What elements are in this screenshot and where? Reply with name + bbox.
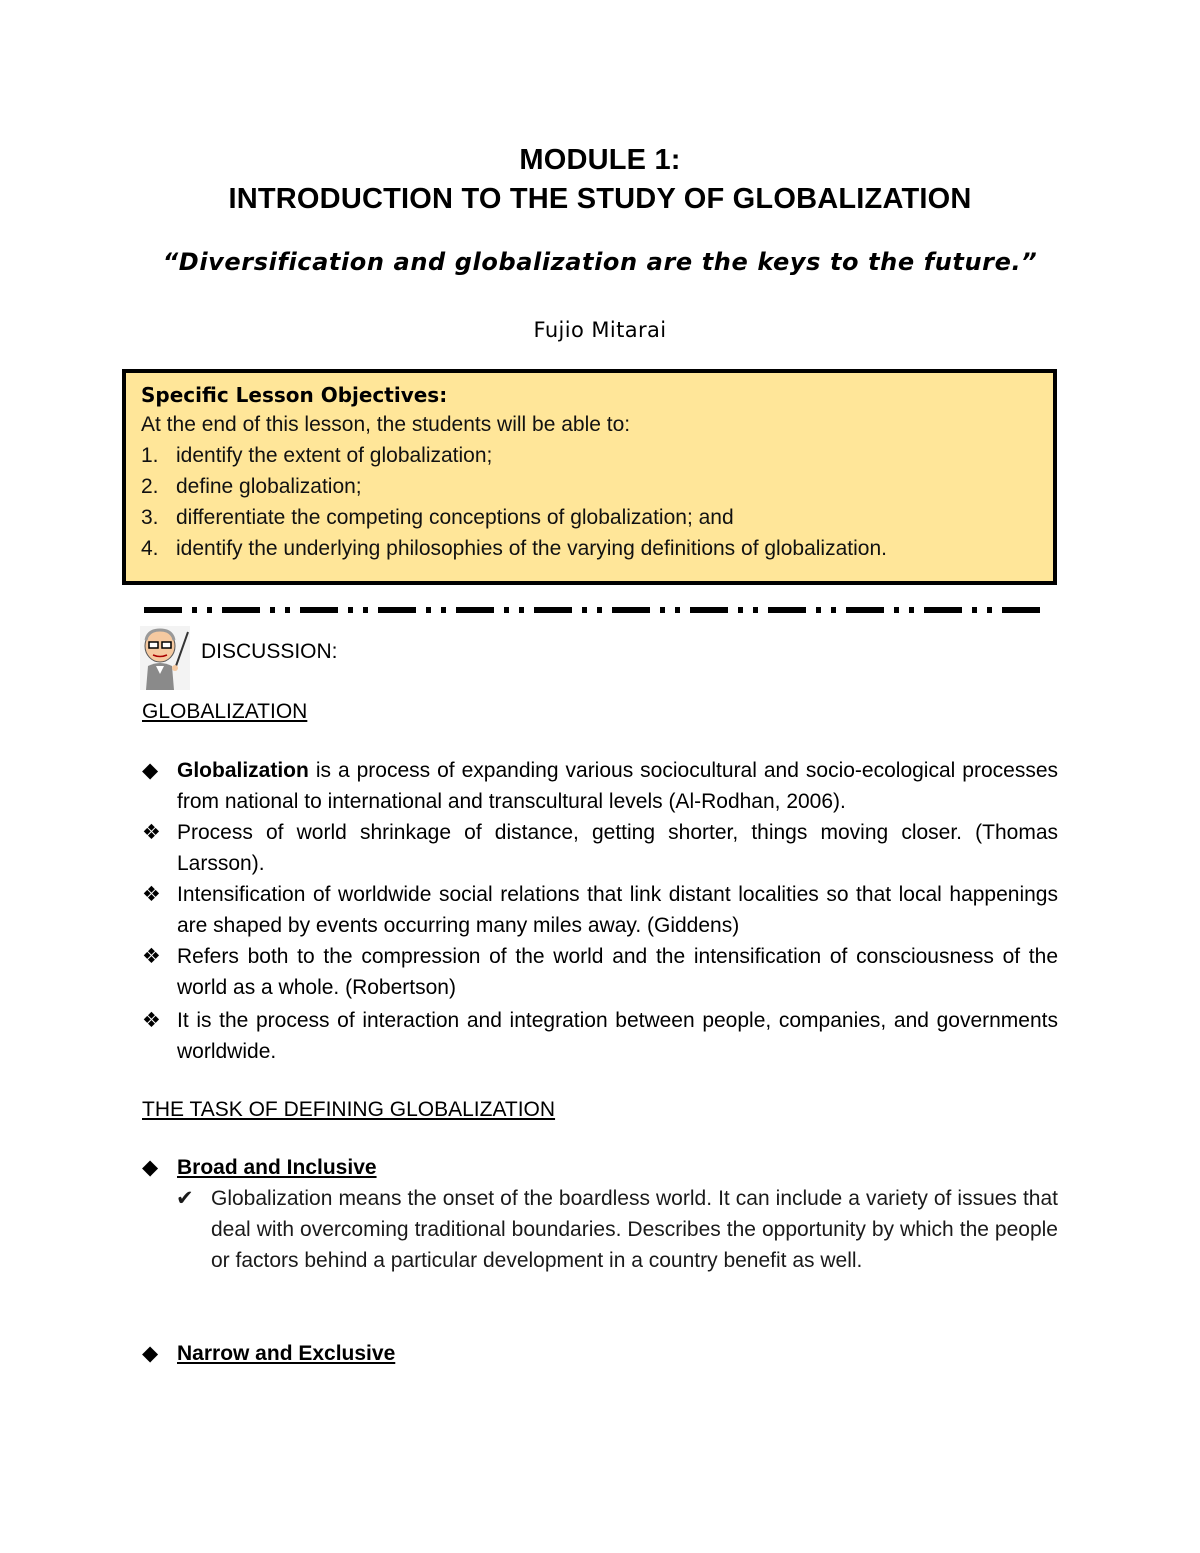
page-title: INTRODUCTION TO THE STUDY OF GLOBALIZATION: [228, 183, 972, 215]
objective-text: identify the underlying philosophies of the varying definitions of globalization.: [176, 537, 887, 560]
objectives-heading: Specific Lesson Objectives:: [141, 383, 448, 407]
section-heading-globalization: GLOBALIZATION: [142, 700, 308, 723]
objective-number: 3.: [141, 506, 159, 529]
check-item: [176, 1183, 1058, 1276]
dash-dot-divider: [142, 604, 1052, 616]
bullet-text: It is the process of interaction and integration between people, companies, and governments worldwide.: [177, 1009, 1058, 1063]
teacher-icon: [140, 626, 190, 690]
list-item: [142, 941, 1058, 1003]
objective-text: identify the extent of globalization;: [176, 444, 493, 467]
section-heading-defining: THE TASK OF DEFINING GLOBALIZATION: [142, 1098, 556, 1121]
objectives-box: [122, 369, 1057, 585]
objective-item: [141, 475, 362, 499]
term-globalization: Globalization: [177, 759, 309, 782]
outline-diamond-bullet-icon: ❖: [142, 945, 161, 968]
list-item: [142, 755, 1058, 817]
discussion-label: DISCUSSION:: [201, 640, 338, 663]
module-number: MODULE 1:: [519, 144, 681, 176]
subheading-broad-inclusive: Broad and Inclusive: [177, 1156, 377, 1179]
objectives-intro: At the end of this lesson, the students will be able to:: [141, 413, 631, 436]
objective-number: 4.: [141, 537, 159, 560]
outline-diamond-bullet-icon: ❖: [142, 1009, 161, 1032]
diamond-bullet-icon: ◆: [142, 1342, 159, 1365]
subheading-narrow-exclusive: Narrow and Exclusive: [177, 1342, 396, 1365]
bullet-text: Refers both to the compression of the world and the intensification of consciousness of the world as a whole. (Robertson): [177, 945, 1058, 999]
list-item: [142, 817, 1058, 879]
list-item: [142, 1338, 1058, 1369]
quote: “Diversification and globalization are the keys to the future.”: [162, 248, 1038, 276]
list-item: [142, 1005, 1058, 1067]
bullet-text: Intensification of worldwide social relations that link distant localities so that local happenings are shaped by events occurring many miles away. (Giddens): [177, 883, 1058, 937]
outline-diamond-bullet-icon: ❖: [142, 883, 161, 906]
list-item: [142, 879, 1058, 941]
objective-text: define globalization;: [176, 475, 362, 498]
objective-number: 2.: [141, 475, 159, 498]
check-icon: ✔: [176, 1187, 194, 1210]
objective-number: 1.: [141, 444, 159, 467]
check-text: Globalization means the onset of the boardless world. It can include a variety of issues that deal with overcoming traditional boundaries. Describes the opportunity by which the people or factors behind a particular development in a country benefit as well.: [211, 1187, 1058, 1272]
diamond-bullet-icon: ◆: [142, 759, 159, 782]
objective-item: [141, 444, 492, 468]
list-item: [142, 1152, 1058, 1183]
outline-diamond-bullet-icon: ❖: [142, 821, 161, 844]
quote-author: Fujio Mitarai: [533, 318, 667, 342]
objective-text: differentiate the competing conceptions of globalization; and: [176, 506, 734, 529]
objective-item: [141, 506, 734, 530]
diamond-bullet-icon: ◆: [142, 1156, 159, 1179]
objective-item: [141, 537, 887, 561]
bullet-text: Process of world shrinkage of distance, getting shorter, things moving closer. (Thomas Larsson).: [177, 821, 1058, 875]
bullet-text: is a process of expanding various sociocultural and socio-ecological processes from national to international and transcultural levels (Al-Rodhan, 2006).: [177, 759, 1058, 813]
